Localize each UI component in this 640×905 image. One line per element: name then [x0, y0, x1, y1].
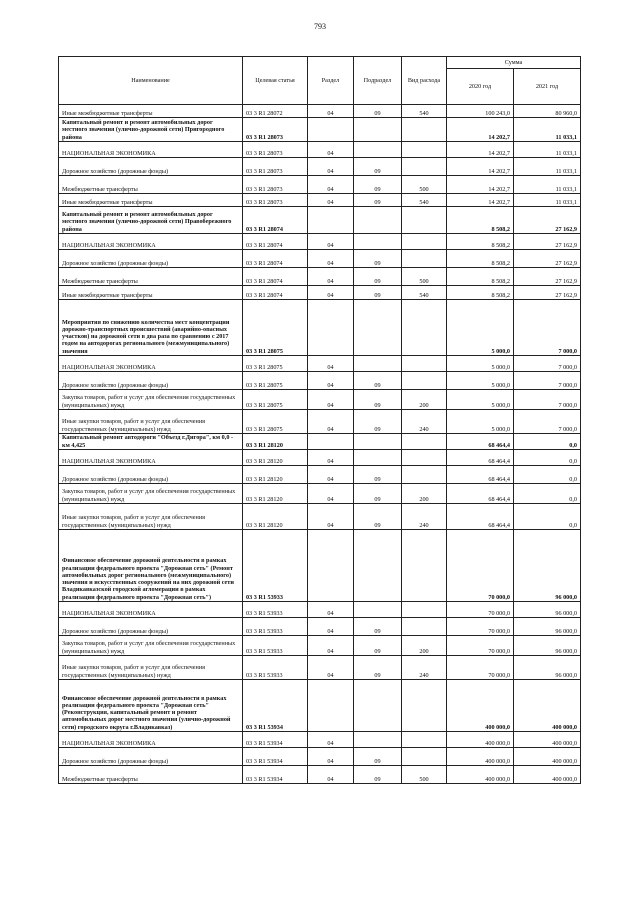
row-expense-type [402, 450, 447, 466]
row-subsection [354, 530, 402, 602]
row-name: Дорожное хозяйство (дорожные фонды) [59, 748, 243, 766]
row-subsection: 09 [354, 194, 402, 207]
table-row [59, 450, 581, 466]
row-expense-type: 500 [402, 176, 447, 194]
row-target: 03 3 R1 28073 [243, 176, 308, 194]
row-amount-2020: 100 243,0 [447, 105, 514, 118]
row-subsection: 09 [354, 410, 402, 434]
row-target: 03 3 R1 53933 [243, 618, 308, 636]
row-amount-2020: 70 000,0 [447, 656, 514, 680]
row-target: 03 3 R1 53934 [243, 748, 308, 766]
header-name: Наименование [59, 57, 243, 105]
row-name: Финансовое обеспечение дорожной деятельности в рамках реализации федерального проекта "Дорожная сеть" (Реконструкция, капитальный ремонт и ремонт автомобильных дорог местного значения (улично-дорожной сети) городского округа г.Владикавказ) [59, 680, 243, 732]
row-name: Дорожное хозяйство (дорожные фонды) [59, 158, 243, 176]
row-subsection: 09 [354, 390, 402, 410]
row-amount-2021: 96 000,0 [514, 618, 581, 636]
row-amount-2020: 400 000,0 [447, 732, 514, 748]
table-row [59, 158, 581, 176]
row-name: Закупка товаров, работ и услуг для обеспечения государственных (муниципальных) нужд [59, 484, 243, 504]
row-section: 04 [308, 656, 354, 680]
table-row [59, 372, 581, 390]
row-expense-type [402, 118, 447, 142]
row-target: 03 3 R1 28120 [243, 484, 308, 504]
row-amount-2020: 5 000,0 [447, 372, 514, 390]
row-name: Иные закупки товаров, работ и услуг для обеспечения государственных (муниципальных) нужд [59, 410, 243, 434]
row-name: Межбюджетные трансферты [59, 268, 243, 286]
row-amount-2020: 68 464,4 [447, 434, 514, 450]
row-subsection: 09 [354, 748, 402, 766]
row-amount-2021: 11 033,1 [514, 194, 581, 207]
table-row [59, 286, 581, 300]
row-expense-type [402, 602, 447, 618]
row-expense-type: 200 [402, 636, 447, 656]
row-section: 04 [308, 484, 354, 504]
row-section: 04 [308, 450, 354, 466]
table-row [59, 434, 581, 450]
row-amount-2020: 5 000,0 [447, 356, 514, 372]
table-row [59, 194, 581, 207]
row-section [308, 118, 354, 142]
row-section: 04 [308, 105, 354, 118]
row-amount-2020: 8 508,2 [447, 286, 514, 300]
row-expense-type [402, 372, 447, 390]
row-section: 04 [308, 286, 354, 300]
row-expense-type: 500 [402, 766, 447, 784]
row-expense-type [402, 207, 447, 234]
row-expense-type [402, 142, 447, 158]
row-section: 04 [308, 356, 354, 372]
row-section [308, 680, 354, 732]
row-amount-2021: 27 162,9 [514, 268, 581, 286]
row-name: Мероприятия по снижению количества мест концентрации дорожно-транспортных происшествий (аварийно-опасных участков) на дорожной сети в два раза по сравнению с 2017 годом на автодорогах регионального (межмуниципального) значения [59, 300, 243, 356]
row-name: Межбюджетные трансферты [59, 176, 243, 194]
row-name: НАЦИОНАЛЬНАЯ ЭКОНОМИКА [59, 732, 243, 748]
row-section: 04 [308, 194, 354, 207]
header-year-2021: 2021 год [514, 69, 581, 105]
row-amount-2021: 0,0 [514, 434, 581, 450]
row-target: 03 3 R1 28120 [243, 466, 308, 484]
row-target: 03 3 R1 53933 [243, 656, 308, 680]
row-section: 04 [308, 766, 354, 784]
row-amount-2021: 11 033,1 [514, 118, 581, 142]
row-target: 03 3 R1 53934 [243, 732, 308, 748]
row-subsection [354, 234, 402, 250]
row-expense-type [402, 234, 447, 250]
row-target: 03 3 R1 28075 [243, 372, 308, 390]
row-name: Капитальный ремонт и ремонт автомобильных дорог местного значения (улично-дорожной сети) Пригородного района [59, 118, 243, 142]
header-year-2020: 2020 год [447, 69, 514, 105]
row-name: Капитальный ремонт и ремонт автомобильных дорог местного значения (улично-дорожной сети) Правобережного района [59, 207, 243, 234]
table-row [59, 680, 581, 732]
table-row [59, 530, 581, 602]
row-name: Закупка товаров, работ и услуг для обеспечения государственных (муниципальных) нужд [59, 390, 243, 410]
row-name: НАЦИОНАЛЬНАЯ ЭКОНОМИКА [59, 142, 243, 158]
row-section: 04 [308, 158, 354, 176]
row-amount-2020: 68 464,4 [447, 450, 514, 466]
row-subsection: 09 [354, 656, 402, 680]
row-expense-type [402, 680, 447, 732]
row-amount-2021: 400 000,0 [514, 680, 581, 732]
row-amount-2020: 8 508,2 [447, 207, 514, 234]
table-row [59, 105, 581, 118]
header-section: Раздел [308, 57, 354, 105]
row-name: Капитальный ремонт автодороги "Объезд г.Дигора", км 0,0 - км 4,425 [59, 434, 243, 450]
row-subsection: 09 [354, 268, 402, 286]
row-section [308, 300, 354, 356]
row-section: 04 [308, 636, 354, 656]
row-amount-2021: 80 960,0 [514, 105, 581, 118]
table-row [59, 300, 581, 356]
row-target: 03 3 R1 28075 [243, 356, 308, 372]
row-name: Межбюджетные трансферты [59, 766, 243, 784]
row-section [308, 530, 354, 602]
row-amount-2021: 0,0 [514, 484, 581, 504]
row-subsection: 09 [354, 372, 402, 390]
row-target: 03 3 R1 28075 [243, 410, 308, 434]
row-amount-2021: 0,0 [514, 504, 581, 530]
page-number: 793 [314, 22, 326, 31]
row-expense-type: 540 [402, 194, 447, 207]
row-name: НАЦИОНАЛЬНАЯ ЭКОНОМИКА [59, 234, 243, 250]
row-amount-2021: 400 000,0 [514, 766, 581, 784]
table-row [59, 207, 581, 234]
row-amount-2020: 5 000,0 [447, 390, 514, 410]
row-subsection [354, 142, 402, 158]
row-expense-type: 240 [402, 656, 447, 680]
row-name: Закупка товаров, работ и услуг для обеспечения государственных (муниципальных) нужд [59, 636, 243, 656]
row-name: НАЦИОНАЛЬНАЯ ЭКОНОМИКА [59, 450, 243, 466]
row-amount-2020: 68 464,4 [447, 504, 514, 530]
table-row [59, 268, 581, 286]
table-row [59, 142, 581, 158]
row-subsection [354, 680, 402, 732]
row-amount-2020: 70 000,0 [447, 618, 514, 636]
row-target: 03 3 R1 53933 [243, 636, 308, 656]
table-row [59, 732, 581, 748]
row-subsection: 09 [354, 618, 402, 636]
row-amount-2020: 14 202,7 [447, 118, 514, 142]
row-expense-type [402, 748, 447, 766]
row-amount-2021: 27 162,9 [514, 234, 581, 250]
header-expense-type: Вид расхода [402, 57, 447, 105]
row-section [308, 434, 354, 450]
row-target: 03 3 R1 28075 [243, 300, 308, 356]
row-name: Иные межбюджетные трансферты [59, 194, 243, 207]
row-section: 04 [308, 390, 354, 410]
row-amount-2021: 400 000,0 [514, 748, 581, 766]
row-name: Дорожное хозяйство (дорожные фонды) [59, 250, 243, 268]
row-target: 03 3 R1 28073 [243, 142, 308, 158]
row-amount-2021: 11 033,1 [514, 158, 581, 176]
row-amount-2020: 400 000,0 [447, 766, 514, 784]
table-row [59, 748, 581, 766]
row-amount-2020: 8 508,2 [447, 234, 514, 250]
row-amount-2020: 400 000,0 [447, 680, 514, 732]
table-row [59, 504, 581, 530]
row-target: 03 3 R1 28072 [243, 105, 308, 118]
row-name: Дорожное хозяйство (дорожные фонды) [59, 466, 243, 484]
row-target: 03 3 R1 28075 [243, 390, 308, 410]
row-amount-2021: 27 162,9 [514, 250, 581, 268]
row-subsection [354, 356, 402, 372]
row-amount-2020: 5 000,0 [447, 300, 514, 356]
row-amount-2021: 96 000,0 [514, 530, 581, 602]
row-subsection: 09 [354, 286, 402, 300]
table-row [59, 466, 581, 484]
row-expense-type [402, 434, 447, 450]
row-target: 03 3 R1 53933 [243, 530, 308, 602]
row-target: 03 3 R1 28074 [243, 286, 308, 300]
row-subsection [354, 118, 402, 142]
row-amount-2021: 7 000,0 [514, 356, 581, 372]
row-amount-2021: 7 000,0 [514, 410, 581, 434]
row-name: НАЦИОНАЛЬНАЯ ЭКОНОМИКА [59, 356, 243, 372]
row-subsection: 09 [354, 176, 402, 194]
row-target: 03 3 R1 28120 [243, 504, 308, 530]
table-row [59, 410, 581, 434]
row-section: 04 [308, 732, 354, 748]
row-section: 04 [308, 268, 354, 286]
row-expense-type [402, 356, 447, 372]
row-expense-type [402, 300, 447, 356]
row-amount-2020: 70 000,0 [447, 530, 514, 602]
row-amount-2020: 68 464,4 [447, 484, 514, 504]
row-amount-2021: 0,0 [514, 450, 581, 466]
row-amount-2021: 7 000,0 [514, 300, 581, 356]
table-row [59, 484, 581, 504]
row-name: НАЦИОНАЛЬНАЯ ЭКОНОМИКА [59, 602, 243, 618]
row-expense-type: 200 [402, 484, 447, 504]
row-target: 03 3 R1 28073 [243, 194, 308, 207]
row-target: 03 3 R1 28074 [243, 250, 308, 268]
row-amount-2021: 27 162,9 [514, 207, 581, 234]
budget-table [58, 56, 581, 784]
row-target: 03 3 R1 28120 [243, 434, 308, 450]
row-subsection [354, 434, 402, 450]
row-amount-2020: 14 202,7 [447, 194, 514, 207]
row-name: Иные межбюджетные трансферты [59, 286, 243, 300]
row-name: Иные закупки товаров, работ и услуг для обеспечения государственных (муниципальных) нужд [59, 504, 243, 530]
row-amount-2021: 7 000,0 [514, 390, 581, 410]
row-subsection [354, 602, 402, 618]
table-row [59, 618, 581, 636]
row-amount-2020: 14 202,7 [447, 142, 514, 158]
row-expense-type [402, 530, 447, 602]
row-amount-2021: 27 162,9 [514, 286, 581, 300]
row-name: Дорожное хозяйство (дорожные фонды) [59, 372, 243, 390]
table-row [59, 636, 581, 656]
row-amount-2020: 70 000,0 [447, 602, 514, 618]
table-row [59, 390, 581, 410]
row-target: 03 3 R1 28074 [243, 234, 308, 250]
row-section: 04 [308, 250, 354, 268]
row-target: 03 3 R1 53934 [243, 766, 308, 784]
row-amount-2021: 96 000,0 [514, 656, 581, 680]
row-amount-2021: 11 033,1 [514, 142, 581, 158]
row-amount-2021: 96 000,0 [514, 636, 581, 656]
table-row [59, 656, 581, 680]
row-target: 03 3 R1 28073 [243, 158, 308, 176]
row-amount-2021: 0,0 [514, 466, 581, 484]
row-amount-2020: 70 000,0 [447, 636, 514, 656]
row-subsection: 09 [354, 504, 402, 530]
row-amount-2021: 7 000,0 [514, 372, 581, 390]
table-row [59, 234, 581, 250]
row-subsection: 09 [354, 250, 402, 268]
row-subsection: 09 [354, 636, 402, 656]
row-section [308, 207, 354, 234]
row-amount-2020: 14 202,7 [447, 176, 514, 194]
row-subsection: 09 [354, 105, 402, 118]
row-target: 03 3 R1 28073 [243, 118, 308, 142]
row-section: 04 [308, 504, 354, 530]
row-expense-type [402, 732, 447, 748]
row-subsection: 09 [354, 158, 402, 176]
row-section: 04 [308, 176, 354, 194]
row-expense-type: 540 [402, 286, 447, 300]
row-expense-type: 200 [402, 390, 447, 410]
row-amount-2021: 11 033,1 [514, 176, 581, 194]
row-subsection [354, 300, 402, 356]
row-expense-type: 540 [402, 105, 447, 118]
row-amount-2020: 5 000,0 [447, 410, 514, 434]
row-section: 04 [308, 234, 354, 250]
row-subsection [354, 450, 402, 466]
row-name: Иные межбюджетные трансферты [59, 105, 243, 118]
row-expense-type [402, 250, 447, 268]
table-row [59, 766, 581, 784]
row-amount-2020: 400 000,0 [447, 748, 514, 766]
row-subsection: 09 [354, 466, 402, 484]
row-name: Иные закупки товаров, работ и услуг для обеспечения государственных (муниципальных) нужд [59, 656, 243, 680]
row-subsection: 09 [354, 766, 402, 784]
table-row [59, 176, 581, 194]
row-amount-2021: 96 000,0 [514, 602, 581, 618]
row-section: 04 [308, 410, 354, 434]
row-expense-type [402, 158, 447, 176]
row-name: Дорожное хозяйство (дорожные фонды) [59, 618, 243, 636]
table-row [59, 602, 581, 618]
row-target: 03 3 R1 53934 [243, 680, 308, 732]
row-target: 03 3 R1 28074 [243, 207, 308, 234]
row-target: 03 3 R1 28120 [243, 450, 308, 466]
table-header [59, 57, 581, 105]
row-amount-2020: 8 508,2 [447, 250, 514, 268]
header-sum: Сумма [447, 57, 581, 69]
row-expense-type [402, 618, 447, 636]
row-name: Финансовое обеспечение дорожной деятельности в рамках реализации федерального проекта "Дорожная сеть" (Ремонт автомобильных дорог регионального (межмуниципального) значения и искусственных сооружений на них дорожной сети Владикавказской городской агломерации в рамках реализации федерального проекта "Дорожная сеть") [59, 530, 243, 602]
table-body [59, 105, 581, 784]
table-row [59, 250, 581, 268]
row-section: 04 [308, 602, 354, 618]
table-row [59, 356, 581, 372]
row-expense-type: 500 [402, 268, 447, 286]
row-target: 03 3 R1 53933 [243, 602, 308, 618]
row-section: 04 [308, 372, 354, 390]
row-amount-2020: 68 464,4 [447, 466, 514, 484]
row-section: 04 [308, 142, 354, 158]
row-subsection [354, 207, 402, 234]
row-subsection [354, 732, 402, 748]
row-section: 04 [308, 466, 354, 484]
row-expense-type: 240 [402, 410, 447, 434]
row-target: 03 3 R1 28074 [243, 268, 308, 286]
row-amount-2020: 14 202,7 [447, 158, 514, 176]
header-target: Целевая статья [243, 57, 308, 105]
row-expense-type: 240 [402, 504, 447, 530]
table-row [59, 118, 581, 142]
row-section: 04 [308, 618, 354, 636]
row-section: 04 [308, 748, 354, 766]
row-amount-2021: 400 000,0 [514, 732, 581, 748]
row-amount-2020: 8 508,2 [447, 268, 514, 286]
header-subsection: Подраздел [354, 57, 402, 105]
row-expense-type [402, 466, 447, 484]
row-subsection: 09 [354, 484, 402, 504]
